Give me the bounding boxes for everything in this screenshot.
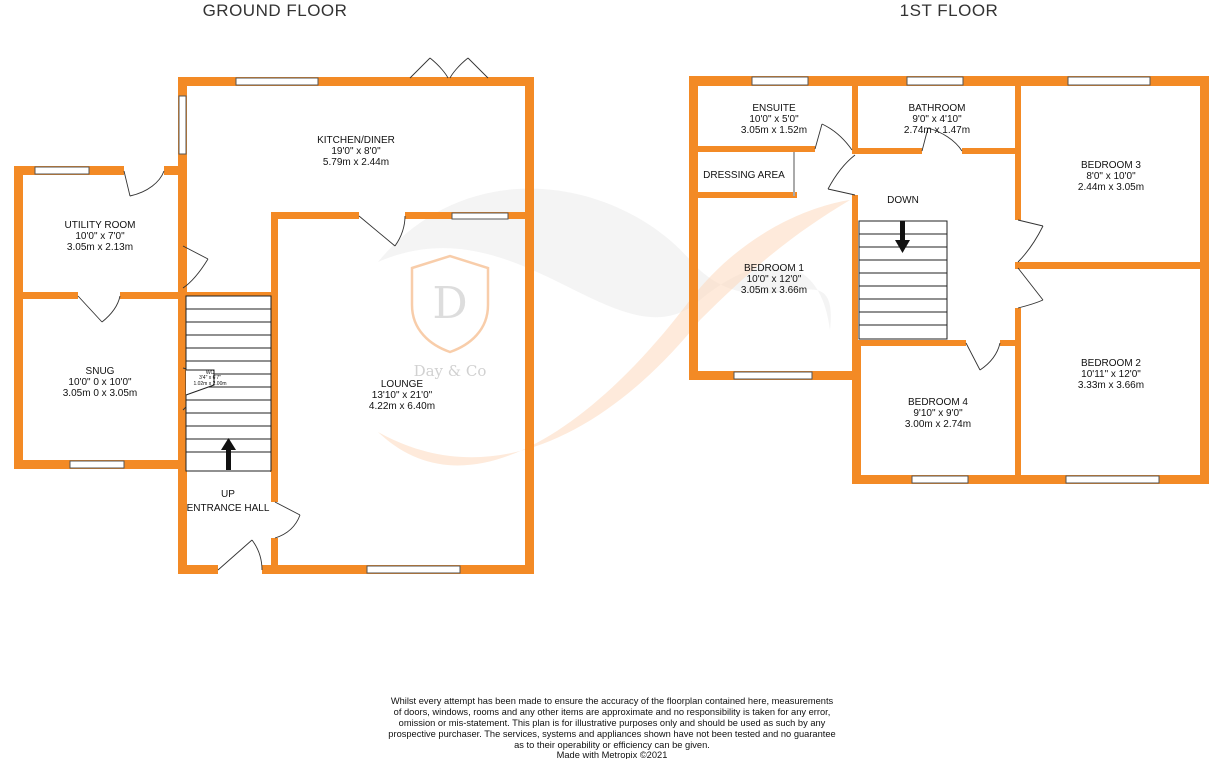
lounge-imperial: 13'10" x 21'0" <box>371 390 433 401</box>
lounge-metric: 4.22m x 6.40m <box>368 401 436 412</box>
bathroom-imperial: 9'0" x 4'10" <box>912 114 962 125</box>
bedroom4-metric: 3.00m x 2.74m <box>904 419 972 430</box>
wc-metric: 1.02m x 2.00m <box>193 381 227 387</box>
disclaimer-line-4: prospective purchaser. The services, systems and appliances shown have not been tested and no guarantee <box>388 729 836 739</box>
utility-metric: 3.05m x 2.13m <box>66 242 134 253</box>
bathroom-metric: 2.74m x 1.47m <box>903 125 971 136</box>
disclaimer-line-3: omission or mis-statement. This plan is for illustrative purposes only and should be used as such by any <box>398 718 826 728</box>
bedroom2-name: BEDROOM 2 <box>1080 358 1142 369</box>
snug-name: SNUG <box>85 366 115 377</box>
snug-metric: 3.05m 0 x 3.05m <box>62 388 138 399</box>
bedroom3-imperial: 8'0" x 10'0" <box>1086 171 1136 182</box>
wc-name: WC <box>205 370 215 376</box>
watermark <box>378 189 850 466</box>
first-floor-title: 1ST FLOOR <box>899 1 999 20</box>
bathroom-name: BATHROOM <box>908 103 966 114</box>
ground-floor-title: GROUND FLOOR <box>202 1 348 20</box>
bedroom1-name: BEDROOM 1 <box>743 263 805 274</box>
ensuite-name: ENSUITE <box>752 103 796 114</box>
stairs-down-label: DOWN <box>887 195 919 206</box>
bedroom1-imperial: 10'0" x 12'0" <box>746 274 802 285</box>
utility-name: UTILITY ROOM <box>64 220 136 231</box>
bedroom2-imperial: 10'11" x 12'0" <box>1081 369 1141 380</box>
entrance-hall-name: ENTRANCE HALL <box>186 503 270 514</box>
ensuite-metric: 3.05m x 1.52m <box>740 125 808 136</box>
disclaimer-line-2: of doors, windows, rooms and any other items are approximate and no responsibility is taken for any error, <box>393 707 831 717</box>
disclaimer-line-5: as to their operability or efficiency can be given. <box>514 740 710 750</box>
ensuite-imperial: 10'0" x 5'0" <box>749 114 799 125</box>
kitchen-metric: 5.79m x 2.44m <box>322 157 390 168</box>
metropix-credit: Made with Metropix ©2021 <box>556 750 668 759</box>
bedroom4-name: BEDROOM 4 <box>907 397 969 408</box>
bedroom2-metric: 3.33m x 3.66m <box>1077 380 1145 391</box>
bedroom4-imperial: 9'10" x 9'0" <box>913 408 963 419</box>
watermark-letter: D <box>432 278 468 329</box>
utility-imperial: 10'0" x 7'0" <box>75 231 125 242</box>
bedroom1-metric: 3.05m x 3.66m <box>740 285 808 296</box>
ground-floor-doors <box>78 58 488 570</box>
first-stairs <box>859 221 947 339</box>
snug-imperial: 10'0" 0 x 10'0" <box>68 377 132 388</box>
bedroom3-metric: 2.44m x 3.05m <box>1077 182 1145 193</box>
lounge-name: LOUNGE <box>380 379 424 390</box>
dressing-area-name: DRESSING AREA <box>703 170 785 181</box>
disclaimer-line-1: Whilst every attempt has been made to ensure the accuracy of the floorplan contained here, measurements <box>390 696 834 706</box>
disclaimer <box>388 696 835 759</box>
watermark-name: Day & Co <box>413 362 487 380</box>
kitchen-imperial: 19'0" x 8'0" <box>331 146 381 157</box>
wc-imperial: 3'4" x 6'7" <box>199 375 221 381</box>
kitchen-name: KITCHEN/DINER <box>317 135 395 146</box>
bedroom3-name: BEDROOM 3 <box>1080 160 1142 171</box>
stairs-up-label: UP <box>221 489 235 500</box>
